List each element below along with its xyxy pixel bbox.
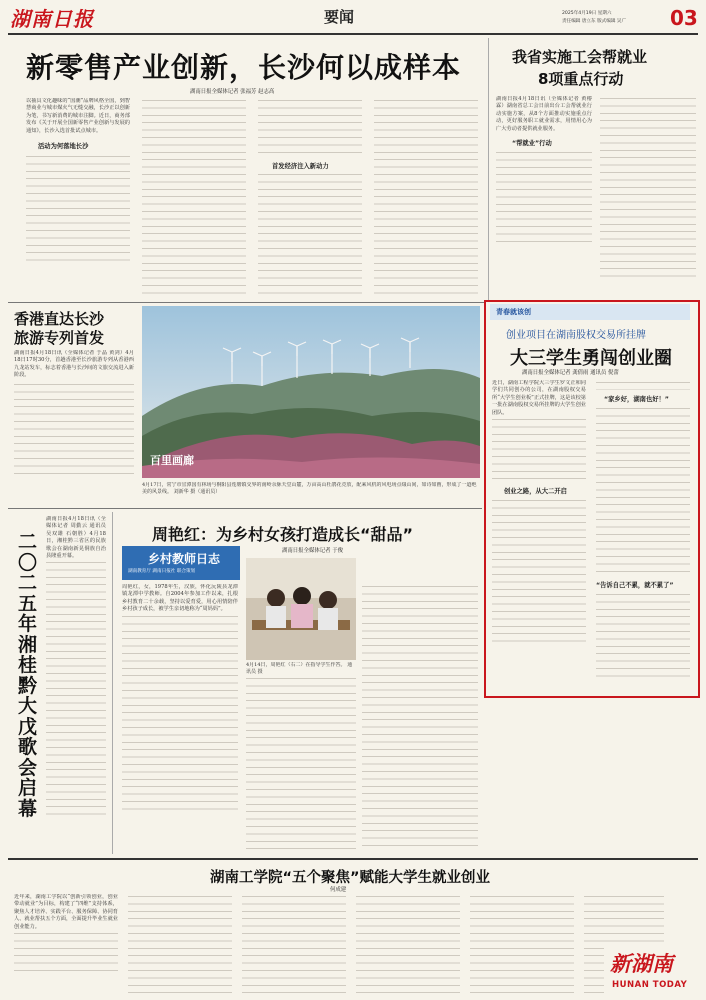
masthead-logo: 湖南日报: [10, 7, 94, 31]
photo-caption: [142, 482, 480, 504]
a6-title: 创业项目在湖南股权交易所挂牌: [506, 330, 646, 341]
a7-lead: 近年来，湖南工学院以“创新引领创业，创业带动就业”为目标，构建了“四维”支持体系，聚焦人才培养、实践平台、服务保障、协同育人、就业帮扶五个方面，全面提升毕业生就业创业能力。: [14, 894, 118, 930]
a1-byline: 湖南日报全媒体记者 张福芳 赵志高: [190, 89, 275, 95]
photo-caption-text: 4月17日，常宁市宜潭国有林场与桐阳县莲塘镇交界的南岭余脉天堂山麓，万亩高山杜鹃花竞放，配乘风机的风电场点缀山间，如诗如画，形成了一道绝美的风景线。: [142, 482, 477, 495]
a1-lead: 以抽具文化趣味的“国潮”品牌风格全国，到智慧商业与城市煤火气无缝交融，长沙正以创新为笔，书写新消费的城市注脚。近日，商务部发布《关于开展全国新零售产业创新与发展的通知》，长沙入选首批试点城市。: [26, 98, 130, 134]
a5-caption: [246, 662, 356, 678]
a3-title2: 旅游专列首发: [14, 329, 105, 347]
a6-sub2: “家乡好，湖南也好！”: [604, 396, 669, 403]
a5-logo: [122, 546, 240, 580]
a6-body: [492, 380, 690, 684]
a7-byline: 何成建: [330, 887, 347, 893]
footer-logo-en: HUNAN TODAY: [612, 980, 688, 990]
a5-logo-sub: 湖南教育厅 湖南日报社 联合策划: [128, 569, 196, 574]
a3-lead: 湖南日报4月18日讯（全媒体记者 于晶 黄剑）4月18日17时30分，首趟香港至长沙旅游专列从香港西九龙站发车，标志着香港与长沙间的文旅交流进入新阶段。: [14, 350, 134, 379]
a2-body: [496, 96, 698, 286]
a1-sub2: 首发经济注入新动力: [272, 163, 329, 170]
a6-sub3: “告诉自己不累，就不累了”: [596, 582, 674, 589]
a5-credit: 通讯员 摄: [246, 662, 353, 675]
a6-lead: 近日，湖南工程学院大三学生罗文正和同学们共同创办的公司，在湖南股权交易所“大学生创业板”正式挂牌，这是该校第一批在湖南股权交易所挂牌的大学生创业团队。: [492, 380, 586, 416]
a6-sub1: 创业之路，从大二开启: [504, 488, 567, 496]
a2-sub: “帮就业”行动: [512, 140, 552, 148]
section-label: 要闻: [324, 8, 355, 26]
a7-title: 湖南工学院“五个聚焦”赋能大学生就业创业: [210, 870, 491, 886]
footer-logo: [604, 948, 702, 998]
a5-photo: [246, 558, 356, 660]
a5-title: 周艳红：为乡村女孩打造成长“甜品”: [152, 525, 414, 544]
a6-brand: 青春就该创: [496, 308, 531, 316]
a1-title: 新零售产业创新，长沙何以成样本: [26, 51, 462, 84]
a6-byline: 湖南日报全媒体记者 龚倩雨 通讯员 倪蕾: [522, 370, 619, 376]
a6-title2: 大三学生勇闯创业圈: [510, 348, 672, 369]
a2-title: 我省实施工会帮就业: [512, 48, 648, 66]
footer-logo-cn: 新湖南: [610, 952, 673, 976]
a1-sub1: 活动为何落地长沙: [38, 143, 89, 151]
masthead-rule: [8, 33, 698, 35]
scenic-photo: [142, 306, 480, 478]
editors-line: 责任编辑 唐立东 版式编辑 吴广: [562, 19, 627, 24]
a3-title: 香港直达长沙: [14, 310, 105, 328]
classroom-image: [246, 558, 356, 660]
a2-lead: 湖南日报4月18日讯（全媒体记者 黄椿霖）湖南省总工会日前出台工会帮就业行动实施方案，从8个方面推动实施重点行动，更好服务职工就业需求，用情用心为广大劳动者提供就业服务。: [496, 96, 592, 132]
a5-caption-text: 4月14日，周艳红（右二）在指导学生作答。: [246, 662, 346, 668]
a7-body: [14, 894, 698, 994]
a4-body: [46, 516, 106, 856]
a4-lead: 湖南日报4月18日讯（全媒体记者 周勤云 通讯员 吴双雄 石朝胜）4月18日，湘桂黔三省区的民族歌会在湖南新晃侗族自治县隆重开幕。: [46, 516, 106, 560]
a6-banner: [490, 304, 690, 320]
photo-credit: 刘新华 摄（通讯员）: [173, 489, 221, 495]
a5-logo-title: 乡村教师日志: [148, 552, 221, 566]
photo-tag: 百里画廊: [150, 454, 194, 467]
a1-body: [26, 98, 480, 298]
a2-title2: 8项重点行动: [538, 70, 624, 88]
a3-body: [14, 350, 134, 490]
a4-title: 二〇二五年湘桂黔大戊歌会启幕: [18, 531, 38, 820]
page-number: 03: [670, 6, 698, 30]
a5-byline: 湖南日报全媒体记者 于俊: [282, 548, 344, 554]
a5-lead: 周艳红，女，1978年生，汉族，怀化沅陵县龙潭镇龙潭中学教师。自2004年参加工作以来，扎根乡村教育二十余载，坚持以爱育爱，用心用情陪伴乡村孩子成长，被学生亲切地称为“周妈妈”。: [122, 584, 238, 613]
date-line: 2025年4月19日 星期六: [562, 11, 612, 16]
